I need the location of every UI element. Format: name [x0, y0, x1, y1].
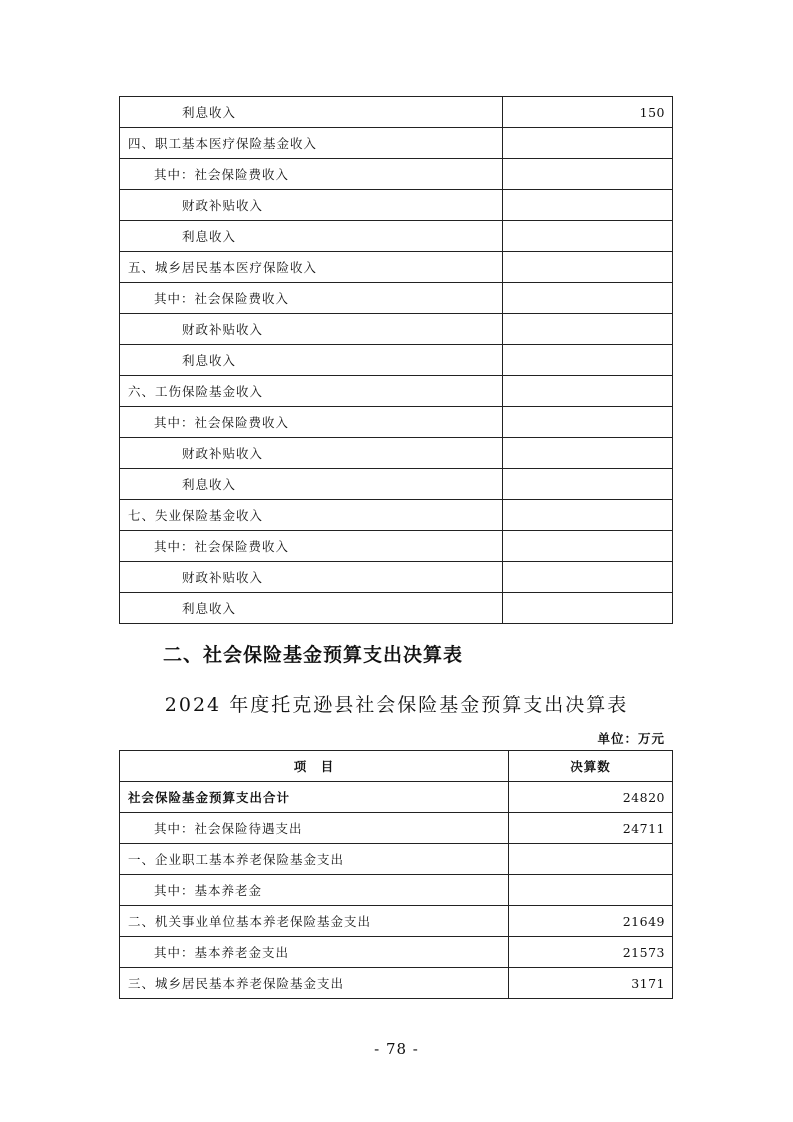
table-row: [120, 906, 673, 937]
table-row: [120, 407, 673, 438]
row-label: 四、职工基本医疗保险基金收入: [120, 128, 503, 159]
table-row: [120, 968, 673, 999]
row-value: [503, 407, 673, 438]
row-value: [503, 438, 673, 469]
table-row: [120, 469, 673, 500]
row-value: [509, 844, 673, 875]
row-value: [503, 531, 673, 562]
row-value: [503, 252, 673, 283]
row-value: [509, 875, 673, 906]
row-label: 利息收入: [120, 97, 503, 128]
row-value: [503, 593, 673, 624]
expenditure-table-title: 2024 年度托克逊县社会保险基金预算支出决算表: [164, 694, 629, 716]
row-label: 其中：社会保险待遇支出: [120, 813, 509, 844]
table-row: [120, 562, 673, 593]
row-label: 六、工伤保险基金收入: [120, 376, 503, 407]
row-label: 利息收入: [120, 345, 503, 376]
row-value: 3171: [509, 968, 673, 999]
row-label: 其中：社会保险费收入: [120, 407, 503, 438]
row-label: 七、失业保险基金收入: [120, 500, 503, 531]
row-label: 财政补贴收入: [120, 438, 503, 469]
table-row: [120, 813, 673, 844]
row-value: [503, 469, 673, 500]
row-value: [503, 221, 673, 252]
row-label: 社会保险基金预算支出合计: [120, 782, 509, 813]
table-row: [120, 221, 673, 252]
header-item: 项 目: [120, 751, 509, 782]
row-value: 24711: [509, 813, 673, 844]
unit-label: 单位：万元: [597, 731, 665, 746]
row-label: 利息收入: [120, 221, 503, 252]
row-value: [503, 128, 673, 159]
row-value: [503, 376, 673, 407]
table-row: [120, 252, 673, 283]
row-value: 150: [503, 97, 673, 128]
table-row: [120, 593, 673, 624]
row-label: 利息收入: [120, 593, 503, 624]
table-row: [120, 376, 673, 407]
row-label: 其中：基本养老金: [120, 875, 509, 906]
table-row: [120, 531, 673, 562]
row-label: 财政补贴收入: [120, 314, 503, 345]
expenditure-table: [119, 750, 673, 999]
row-value: 24820: [509, 782, 673, 813]
table-row: [120, 159, 673, 190]
row-label: 其中：社会保险费收入: [120, 159, 503, 190]
row-label: 其中：社会保险费收入: [120, 531, 503, 562]
table-row: [120, 500, 673, 531]
table-row: [120, 190, 673, 221]
page-number: - 78 -: [374, 1040, 419, 1058]
table-row: [120, 283, 673, 314]
table-row: [120, 438, 673, 469]
row-label: 二、机关事业单位基本养老保险基金支出: [120, 906, 509, 937]
row-label: 其中：基本养老金支出: [120, 937, 509, 968]
row-value: [503, 314, 673, 345]
table-row: [120, 844, 673, 875]
row-value: 21573: [509, 937, 673, 968]
table-header-row: [120, 751, 673, 782]
row-label: 一、企业职工基本养老保险基金支出: [120, 844, 509, 875]
row-value: [503, 283, 673, 314]
table-row: [120, 782, 673, 813]
section-heading: 二、社会保险基金预算支出决算表: [163, 644, 464, 666]
row-label: 五、城乡居民基本医疗保险收入: [120, 252, 503, 283]
row-value: [503, 500, 673, 531]
table-row: [120, 128, 673, 159]
row-value: [503, 190, 673, 221]
row-label: 财政补贴收入: [120, 190, 503, 221]
table-row: [120, 97, 673, 128]
row-label: 财政补贴收入: [120, 562, 503, 593]
table-row: [120, 345, 673, 376]
table-row: [120, 875, 673, 906]
header-amount: 决算数: [509, 751, 673, 782]
table-row: [120, 937, 673, 968]
table-row: [120, 314, 673, 345]
row-value: [503, 159, 673, 190]
row-label: 三、城乡居民基本养老保险基金支出: [120, 968, 509, 999]
row-value: [503, 562, 673, 593]
income-table: [119, 96, 673, 624]
row-label: 利息收入: [120, 469, 503, 500]
row-value: [503, 345, 673, 376]
row-label: 其中：社会保险费收入: [120, 283, 503, 314]
row-value: 21649: [509, 906, 673, 937]
